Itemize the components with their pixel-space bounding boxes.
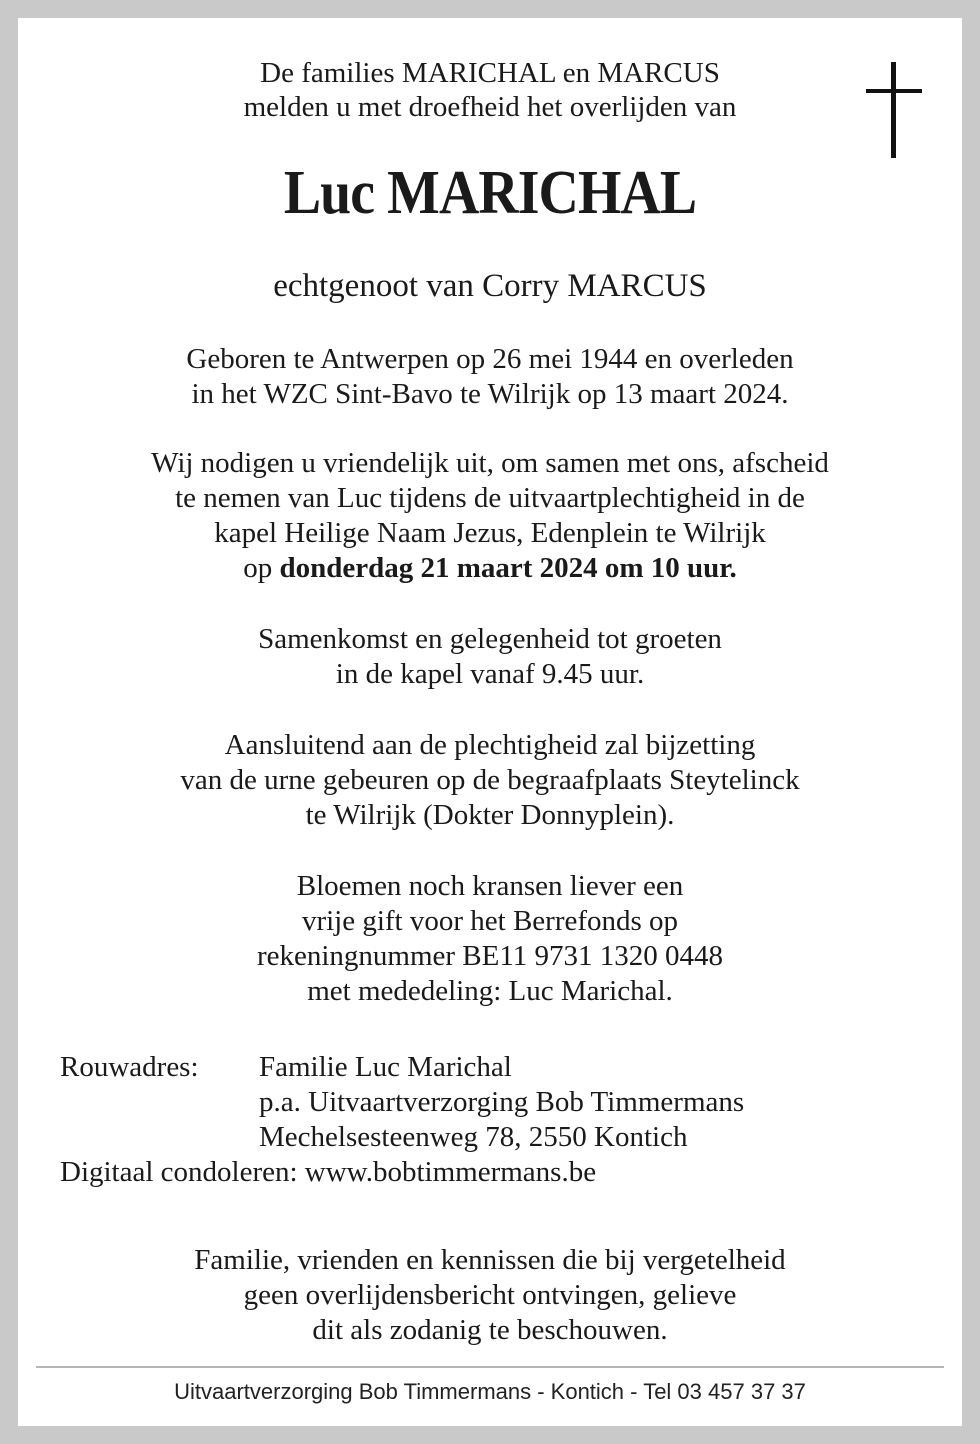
text-line: Geboren te Antwerpen op 26 mei 1944 en overleden <box>186 343 794 375</box>
text-line: vrije gift voor het Berrefonds op <box>301 905 679 937</box>
service-prefix: op <box>243 552 273 584</box>
gathering-text <box>18 622 962 692</box>
intro-line: melden u met droefheid het overlijden van <box>243 91 737 123</box>
text-line: geen overlijdensbericht ontvingen, gelieve <box>243 1279 737 1311</box>
service-datetime: donderdag 21 maart 2024 om 10 uur. <box>279 552 737 584</box>
intro-line: De families MARICHAL en MARCUS <box>260 57 720 89</box>
text-line: Aansluitend aan de plechtigheid zal bijzetting <box>224 729 756 761</box>
text-line: met mededeling: Luc Marichal. <box>307 975 673 1007</box>
footer-text: Uitvaartverzorging Bob Timmermans - Kontich - Tel 03 457 37 37 <box>174 1379 806 1404</box>
address-line: Familie Luc Marichal <box>259 1051 512 1083</box>
address-line: p.a. Uitvaartverzorging Bob Timmermans <box>259 1086 745 1118</box>
address-label: Rouwadres: <box>60 1051 199 1083</box>
text-line: in de kapel vanaf 9.45 uur. <box>335 658 645 690</box>
address-line: Mechelsesteenweg 78, 2550 Kontich <box>259 1121 688 1153</box>
address-row <box>60 1050 744 1085</box>
text-line: kapel Heilige Naam Jezus, Edenplein te Wilrijk <box>214 517 766 549</box>
text-line: dit als zodanig te beschouwen. <box>312 1314 668 1346</box>
deceased-name: Luc MARICHAL <box>283 159 697 227</box>
text-line: te nemen van Luc tijdens de uitvaartplechtigheid in de <box>175 482 805 514</box>
flowers-text <box>18 869 962 1009</box>
text-line: Samenkomst en gelegenheid tot groeten <box>258 623 722 655</box>
invitation-text <box>18 446 962 586</box>
condolence-line: Digitaal condoleren: www.bobtimmermans.be <box>60 1156 597 1188</box>
spouse-line: echtgenoot van Corry MARCUS <box>273 268 707 304</box>
intro-text <box>18 56 962 124</box>
text-line: rekeningnummer BE11 9731 1320 0448 <box>256 940 724 972</box>
footer-divider <box>36 1366 944 1368</box>
text-line: Bloemen noch kransen liever een <box>296 870 684 902</box>
text-line: Wij nodigen u vriendelijk uit, om samen met ons, afscheid <box>151 447 829 479</box>
text-line: te Wilrijk (Dokter Donnyplein). <box>305 799 675 831</box>
obituary-card <box>18 18 962 1426</box>
service-line <box>18 551 962 586</box>
burial-text <box>18 728 962 833</box>
text-line: in het WZC Sint-Bavo te Wilrijk op 13 maart 2024. <box>191 378 789 410</box>
closing-text <box>18 1243 962 1348</box>
birth-death-text <box>18 342 962 412</box>
text-line: van de urne gebeuren op de begraafplaats Steytelinck <box>180 764 800 796</box>
text-line: Familie, vrienden en kennissen die bij vergetelheid <box>194 1244 786 1276</box>
mourning-address <box>60 1050 744 1190</box>
